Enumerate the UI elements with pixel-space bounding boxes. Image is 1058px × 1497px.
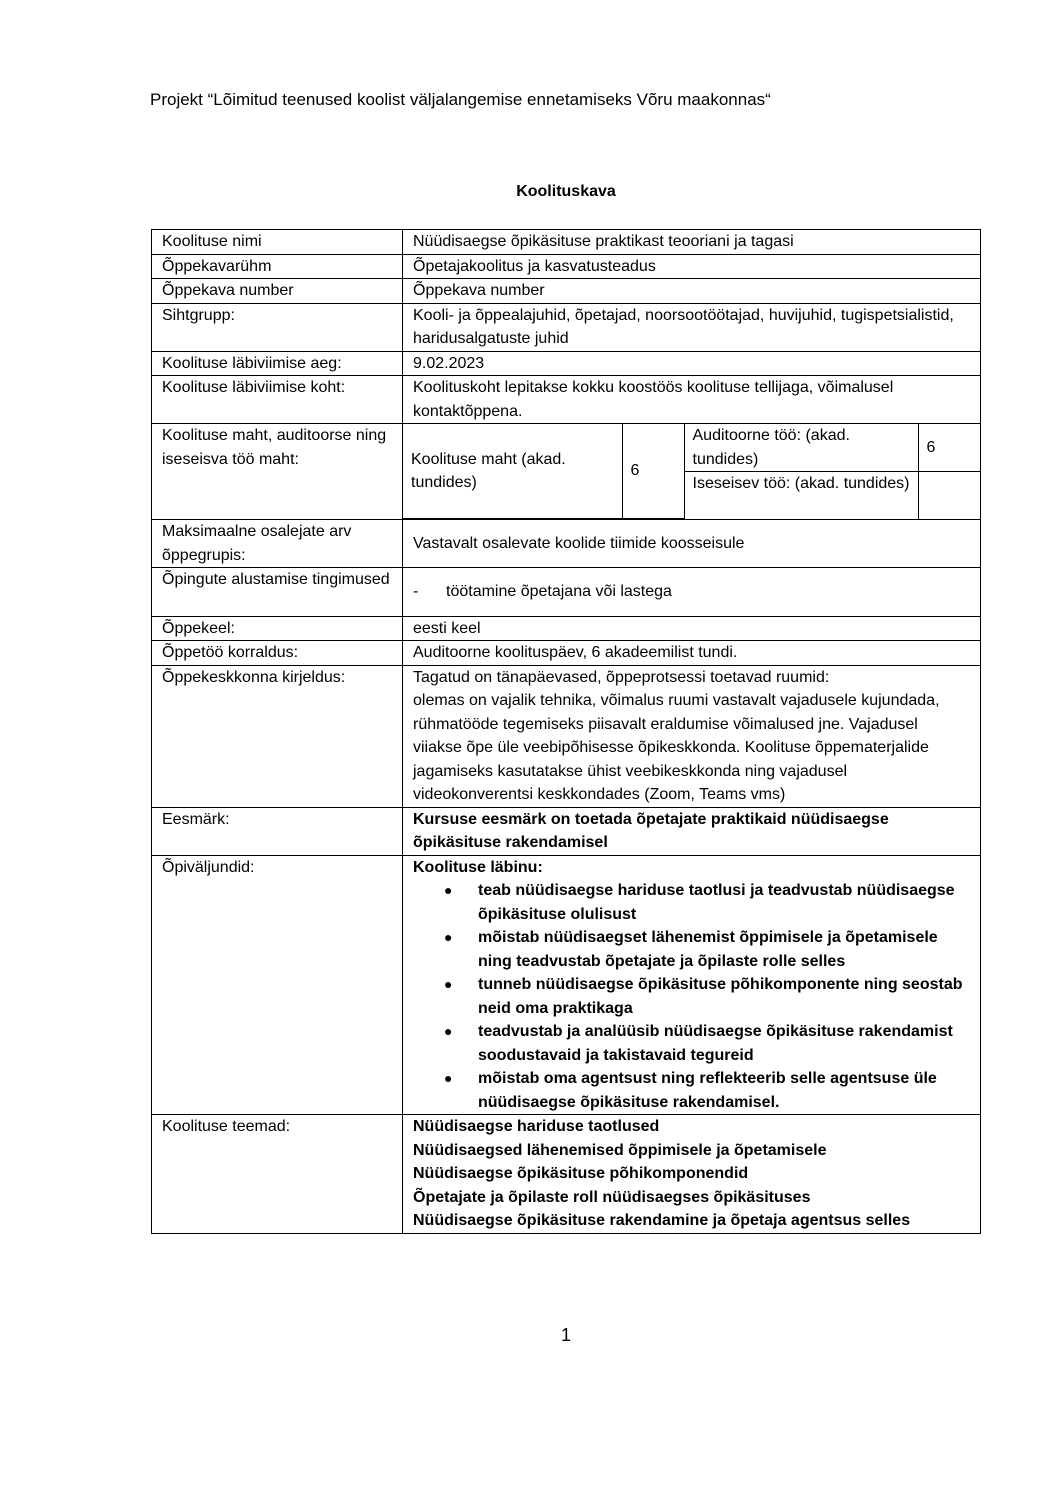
total-volume-label: Koolituse maht (akad. tundides) xyxy=(403,424,622,519)
row-label: Sihtgrupp: xyxy=(152,303,403,351)
row-label: Õppetöö korraldus: xyxy=(152,641,403,666)
bullet-icon: ● xyxy=(444,882,453,898)
table-row xyxy=(152,520,981,568)
row-label: Õpiväljundid: xyxy=(152,855,403,1115)
topic-item: Nüüdisaegse õpikäsituse põhikomponendid xyxy=(413,1165,749,1182)
table-row xyxy=(152,424,981,520)
prerequisite-text: töötamine õpetajana või lastega xyxy=(446,583,672,600)
dash-marker: - xyxy=(413,583,419,600)
outcomes-list xyxy=(413,879,970,1114)
row-value xyxy=(403,665,981,807)
list-item xyxy=(413,973,970,1020)
volume-cell xyxy=(403,424,981,520)
document-title: Koolituskava xyxy=(516,183,616,200)
row-value: Auditoorne koolituspäev, 6 akadeemilist tundi. xyxy=(403,641,981,666)
table-row xyxy=(152,303,981,351)
table-row xyxy=(152,279,981,304)
row-label: Õppekava number xyxy=(152,279,403,304)
table-row xyxy=(152,230,981,255)
row-label: Koolituse läbiviimise koht: xyxy=(152,376,403,424)
row-value: Õppekava number xyxy=(403,279,981,304)
outcome-text: teab nüüdisaegse hariduse taotlusi ja teadvustab nüüdisaegse õpikäsituse olulisust xyxy=(478,882,955,923)
row-value xyxy=(403,1115,981,1234)
row-label: Õppekeskkonna kirjeldus: xyxy=(152,665,403,807)
row-value: Nüüdisaegse õpikäsituse praktikast teooriani ja tagasi xyxy=(403,230,981,255)
row-value: Kursuse eesmärk on toetada õpetajate praktikaid nüüdisaegse õpikäsituse rakendamisel xyxy=(403,807,981,855)
row-label: Koolituse teemad: xyxy=(152,1115,403,1234)
table-row xyxy=(152,855,981,1115)
outcome-text: mõistab oma agentsust ning reflekteerib selle agentsuse üle nüüdisaegse õpikäsituse rakendamisel. xyxy=(478,1070,937,1111)
project-header: Projekt “Lõimitud teenused koolist väljalangemise ennetamiseks Võru maakonnas“ xyxy=(150,90,771,109)
table-row xyxy=(152,1115,981,1234)
bullet-icon: ● xyxy=(444,1070,453,1086)
list-item xyxy=(413,879,970,926)
table-row xyxy=(152,376,981,424)
row-label: Õppekeel: xyxy=(152,616,403,641)
table-row xyxy=(152,254,981,279)
auditory-work-value: 6 xyxy=(918,424,980,472)
auditory-work-label: Auditoorne töö: (akad. tundides) xyxy=(684,424,918,472)
row-label: Koolituse läbiviimise aeg: xyxy=(152,351,403,376)
row-value: Kooli- ja õppealajuhid, õpetajad, noorsootöötajad, huvijuhid, tugispetsialistid, haridusalgatuste juhid xyxy=(403,303,981,351)
table-row xyxy=(152,641,981,666)
row-label: Õpingute alustamise tingimused xyxy=(152,568,403,617)
independent-work-label: Iseseisev töö: (akad. tundides) xyxy=(684,472,918,519)
total-volume-value: 6 xyxy=(622,424,684,519)
row-value xyxy=(403,855,981,1115)
bullet-icon: ● xyxy=(444,976,453,992)
table-row xyxy=(152,665,981,807)
row-label: Koolituse nimi xyxy=(152,230,403,255)
environment-line-1: Tagatud on tänapäevased, õppeprotsessi toetavad ruumid: xyxy=(413,668,830,686)
row-value: Õpetajakoolitus ja kasvatusteadus xyxy=(403,254,981,279)
outcome-text: mõistab nüüdisaegset lähenemist õppimisele ja õpetamisele ning teadvustab õpetajate ja õpilaste rolle selles xyxy=(478,929,938,970)
outcomes-intro: Koolituse läbinu: xyxy=(413,858,543,876)
volume-subtable xyxy=(403,424,980,519)
row-value: Koolituskoht lepitakse kokku koostöös koolituse tellijaga, võimalusel kontaktõppena. xyxy=(403,376,981,424)
bullet-icon: ● xyxy=(444,929,453,945)
topic-item: Nüüdisaegse õpikäsituse rakendamine ja õpetaja agentsus selles xyxy=(413,1212,911,1229)
list-item xyxy=(413,926,970,973)
row-label: Eesmärk: xyxy=(152,807,403,855)
training-plan-table xyxy=(151,229,981,1234)
table-row xyxy=(152,568,981,617)
row-value: eesti keel xyxy=(403,616,981,641)
row-value: 9.02.2023 xyxy=(403,351,981,376)
prerequisite-item xyxy=(413,568,970,616)
outcome-text: tunneb nüüdisaegse õpikäsituse põhikomponente ning seostab neid oma praktikaga xyxy=(478,976,963,1017)
topic-item: Õpetajate ja õpilaste roll nüüdisaegses õpikäsituses xyxy=(413,1188,811,1206)
page-number: 1 xyxy=(560,1325,571,1345)
row-label: Maksimaalne osalejate arv õppegrupis: xyxy=(152,520,403,568)
topic-item: Nüüdisaegsed lähenemised õppimisele ja õpetamisele xyxy=(413,1141,827,1159)
independent-work-value xyxy=(918,472,980,519)
outcome-text: teadvustab ja analüüsib nüüdisaegse õpikäsituse rakendamist soodustavaid ja takistavaid tegureid xyxy=(478,1023,953,1064)
row-value: Vastavalt osalevate koolide tiimide koosseisule xyxy=(403,520,981,568)
table-row xyxy=(152,616,981,641)
table-row xyxy=(152,807,981,855)
row-label: Õppekavarühm xyxy=(152,254,403,279)
environment-line-2: olemas on vajalik tehnika, võimalus ruumi vastavalt vajadusele kujundada, rühmatööde tegemiseks piisavalt eraldumise võimalused jne. Vajadusel viiakse õpe üle veebipõhisesse õpikeskkonda. Koolituse õppematerjalide jagamiseks kasutatakse ühist veebikeskkonda ning vajadusel videokonverentsi keskkondades (Zoom, Teams vms) xyxy=(413,692,940,803)
list-item xyxy=(413,1020,970,1067)
list-item xyxy=(413,1067,970,1114)
row-value xyxy=(403,568,981,617)
bullet-icon: ● xyxy=(444,1023,453,1039)
row-label: Koolituse maht, auditoorse ning iseseisva töö maht: xyxy=(152,424,403,520)
topic-item: Nüüdisaegse hariduse taotlused xyxy=(413,1118,660,1135)
table-row xyxy=(152,351,981,376)
